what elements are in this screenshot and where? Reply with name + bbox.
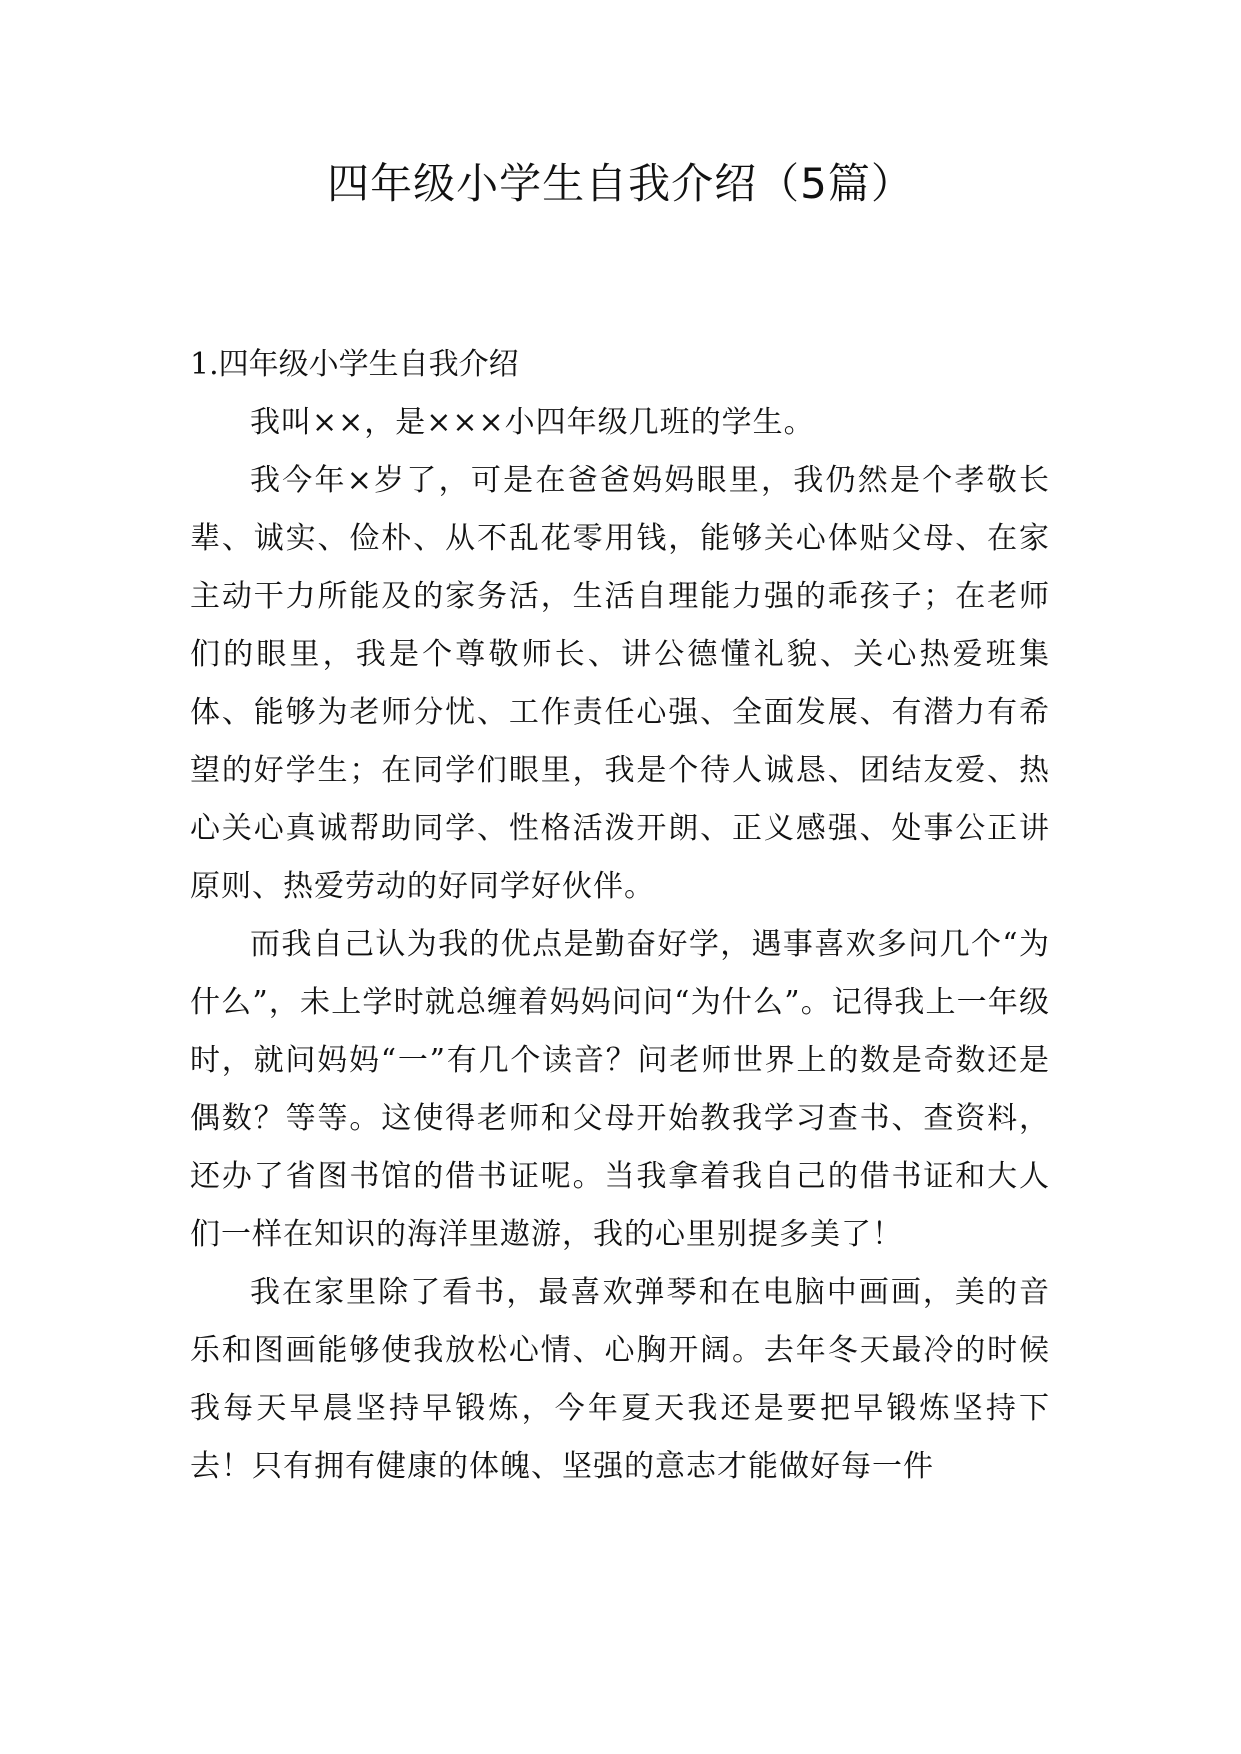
document-title: 四年级小学生自我介绍（5篇） — [327, 159, 914, 208]
section-heading: 1.四年级小学生自我介绍 — [190, 347, 519, 382]
paragraph-hobbies: 我在家里除了看书，最喜欢弹琴和在电脑中画画，美的音乐和图画能够使我放松心情、心胸开阔。去年冬天最冷的时候我每天早晨坚持早锻炼，今年夏天我还是要把早锻炼坚持下去！只有拥有健康的体魄、坚强的意志才能做好每一件 — [190, 1275, 1050, 1484]
paragraph-self-view: 而我自己认为我的优点是勤奋好学，遇事喜欢多问几个“为什么”，未上学时就总缠着妈妈问问“为什么”。记得我上一年级时，就问妈妈“一”有几个读音？问老师世界上的数是奇数还是偶数？等等。这使得老师和父母开始教我学习查书、查资料，还办了省图书馆的借书证呢。当我拿着我自己的借书证和大人们一样在知识的海洋里遨游，我的心里别提多美了！ — [190, 927, 1050, 1252]
paragraph-intro: 我叫××，是×××小四年级几班的学生。 — [250, 405, 815, 440]
paragraph-others-view: 我今年×岁了，可是在爸爸妈妈眼里，我仍然是个孝敬长辈、诚实、俭朴、从不乱花零用钱，能够关心体贴父母、在家主动干力所能及的家务活，生活自理能力强的乖孩子；在老师们的眼里，我是个尊敬师长、讲公德懂礼貌、关心热爱班集体、能够为老师分忧、工作责任心强、全面发展、有潜力有希望的好学生；在同学们眼里，我是个待人诚恳、团结友爱、热心关心真诚帮助同学、性格活泼开朗、正义感强、处事公正讲原则、热爱劳动的好同学好伙伴。 — [190, 463, 1050, 904]
document-body — [190, 336, 1050, 1496]
